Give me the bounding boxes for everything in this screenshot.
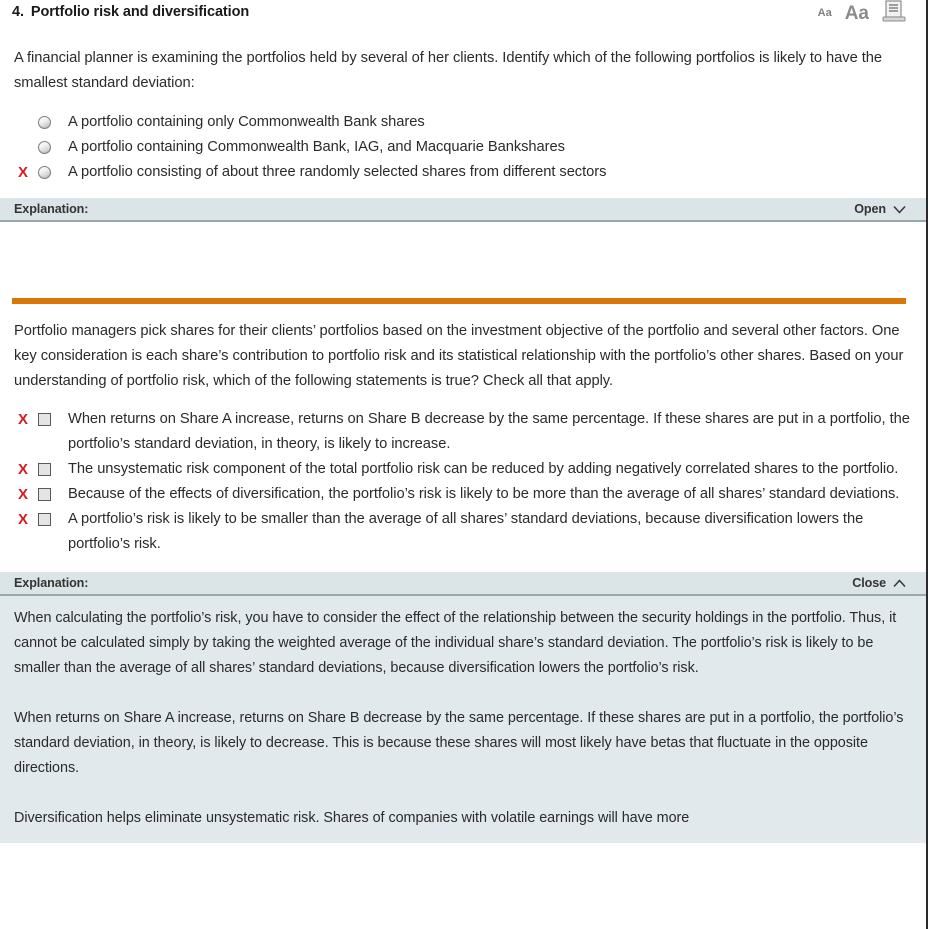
- explanation-body-1-empty: [0, 222, 926, 286]
- explanation-paragraph-2: When returns on Share A increase, returns on Share B decrease by the same percentage. If these shares are put in a portfolio, the portfolio’s standard deviation, in theory, is likely to decrease. This is because these shares will most likely have betas that fluctuate in the opposite directions.: [14, 710, 904, 776]
- option-row[interactable]: [14, 407, 926, 457]
- option-row[interactable]: [14, 482, 926, 507]
- explanation-toggle-label: Close: [852, 576, 886, 590]
- incorrect-mark-icon: X: [18, 511, 29, 528]
- chevron-up-icon: [893, 579, 906, 588]
- option-label: A portfolio’s risk is likely to be smaller than the average of all shares’ standard deviations, because diversification lowers the portfolio’s risk.: [68, 511, 864, 552]
- explanation-label: Explanation:: [14, 202, 89, 216]
- radio-icon: [38, 141, 51, 154]
- incorrect-mark-icon: X: [18, 411, 29, 428]
- checkbox-option-1[interactable]: [38, 407, 60, 432]
- option-label: Because of the effects of diversification, the portfolio’s risk is likely to be more than the average of all shares’ standard deviations.: [68, 486, 900, 502]
- question-title-text: Portfolio risk and diversification: [30, 4, 250, 20]
- incorrect-mark-icon: X: [18, 486, 29, 503]
- explanation-label: Explanation:: [14, 576, 89, 590]
- font-toolbar: [818, 0, 906, 26]
- option-row[interactable]: [14, 507, 926, 557]
- option-label: A portfolio containing only Commonwealth Bank shares: [68, 114, 425, 130]
- option-row[interactable]: [14, 135, 926, 160]
- question-2-prompt-block: [0, 319, 926, 394]
- incorrect-mark-icon: X: [18, 164, 29, 181]
- explanation-body-2: [0, 596, 926, 843]
- checkbox-option-4[interactable]: [38, 507, 60, 532]
- option-label: A portfolio containing Commonwealth Bank, IAG, and Macquarie Bankshares: [68, 139, 565, 155]
- checkbox-icon: [38, 488, 51, 501]
- option-row[interactable]: [14, 160, 926, 185]
- radio-option-2[interactable]: [38, 135, 60, 160]
- option-label: When returns on Share A increase, returns on Share B decrease by the same percentage. If these shares are put in a portfolio, the portfolio’s standard deviation, in theory, is likely to increase.: [68, 411, 910, 452]
- explanation-toggle-open[interactable]: [854, 202, 906, 216]
- page-title: [12, 2, 249, 22]
- explanation-header-1[interactable]: [0, 198, 926, 222]
- question-1-options: [0, 110, 926, 185]
- radio-icon: [38, 166, 51, 179]
- increase-font-size-button[interactable]: Aa: [844, 2, 869, 24]
- checkbox-icon: [38, 463, 51, 476]
- radio-icon: [38, 116, 51, 129]
- checkbox-option-3[interactable]: [38, 482, 60, 507]
- question-header: [0, 0, 926, 30]
- explanation-header-2[interactable]: [0, 572, 926, 596]
- incorrect-mark-icon: X: [18, 461, 29, 478]
- question-1-prompt-block: [0, 46, 926, 96]
- question-2-prompt: Portfolio managers pick shares for their clients’ portfolios based on the investment objective of the portfolio and several other factors. One key consideration is each share’s contribution to portfolio risk and its statistical relationship with the portfolio’s other shares. Based on your understanding of portfolio risk, which of the following statements is true? Check all that apply.: [14, 323, 904, 389]
- option-row[interactable]: [14, 110, 926, 135]
- question-number: 4.: [12, 4, 24, 20]
- explanation-panel-2: [0, 572, 926, 843]
- section-divider: [12, 298, 906, 304]
- checkbox-option-2[interactable]: [38, 457, 60, 482]
- checkbox-icon: [38, 413, 51, 426]
- explanation-paragraph-3: Diversification helps eliminate unsystematic risk. Shares of companies with volatile earnings will have more: [14, 810, 690, 826]
- explanation-panel-1: [0, 198, 926, 286]
- checkbox-icon: [38, 513, 51, 526]
- explanation-toggle-close[interactable]: [852, 576, 906, 590]
- option-label: A portfolio consisting of about three randomly selected shares from different sectors: [68, 164, 607, 180]
- radio-option-1[interactable]: [38, 110, 60, 135]
- question-1-prompt: A financial planner is examining the portfolios held by several of her clients. Identify which of the following portfolios is likely to have the smallest standard deviation:: [14, 50, 882, 91]
- radio-option-3[interactable]: [38, 160, 60, 185]
- explanation-toggle-label: Open: [854, 202, 886, 216]
- question-2-options: [0, 407, 926, 557]
- chevron-down-icon: [893, 205, 906, 214]
- option-row[interactable]: [14, 457, 926, 482]
- option-label: The unsystematic risk component of the total portfolio risk can be reduced by adding negatively correlated shares to the portfolio.: [68, 461, 899, 477]
- decrease-font-size-button[interactable]: Aa: [817, 6, 832, 19]
- print-icon[interactable]: [882, 0, 906, 27]
- explanation-paragraph-1: When calculating the portfolio’s risk, you have to consider the effect of the relationship between the security holdings in the portfolio. Thus, it cannot be calculated simply by taking the weighted average of the individual share’s standard deviation. The portfolio’s risk is likely to be smaller than the average of all shares’ standard deviations, because diversification lowers the portfolio’s risk.: [14, 610, 897, 676]
